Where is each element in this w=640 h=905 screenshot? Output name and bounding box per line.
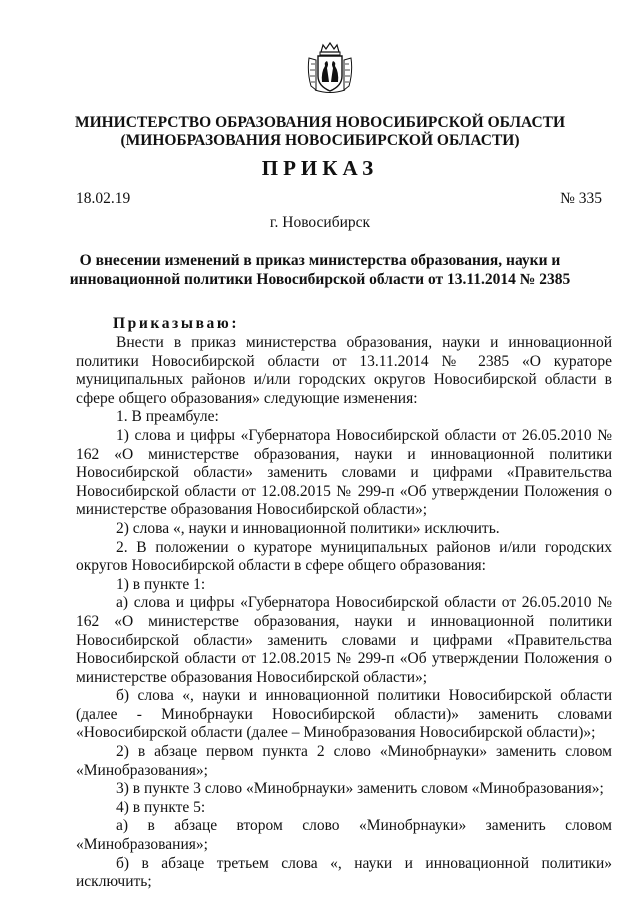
body-paragraph: 2. В положении о кураторе муниципальных районов и/или городских округов Новосибирской области в сфере общего образования: <box>76 538 612 575</box>
document-type: ПРИКАЗ <box>261 156 379 180</box>
body-paragraph: 1) слова и цифры «Губернатора Новосибирской области от 26.05.2010 № 162 «О министерстве образования, науки и инновационной политики Новосибирской области» заменить словами и цифрами «Правительства Новосибирской области от 12.08.2015 № 299-п «Об утверждении Положения о министерстве образования Новосибирской области»; <box>76 426 612 519</box>
body-paragraph: 2) в абзаце первом пункта 2 слово «Минобрнауки» заменить словом «Минобразования»; <box>76 743 612 779</box>
order-title-line1: О внесении изменений в приказ министерства образования, науки и <box>79 252 561 269</box>
ministry-name: МИНИСТЕРСТВО ОБРАЗОВАНИЯ НОВОСИБИРСКОЙ ОБЛАСТИ <box>74 114 566 131</box>
coat-of-arms-icon <box>307 42 353 94</box>
ministry-short-name: (МИНОБРАЗОВАНИЯ НОВОСИБИРСКОЙ ОБЛАСТИ) <box>120 132 520 149</box>
body-paragraph: 2) слова «, науки и инновационной политики» исключить. <box>116 519 500 537</box>
order-date: 18.02.19 <box>76 190 131 207</box>
body-paragraph: а) слова и цифры «Губернатора Новосибирской области от 26.05.2010 № 162 «О министерстве образования, науки и инновационной политики Новосибирской области» заменить словами и цифрами «Правительства Новосибирской области от 12.08.2015 № 299-п «Об утверждении Положения о министерстве образования Новосибирской области»; <box>76 594 612 686</box>
order-body <box>76 334 612 892</box>
body-paragraph: б) слова «, науки и инновационной политики Новосибирской области (далее - Минобрнауки Новосибирской области)» заменить словами «Новосибирской области (далее – Минобразования Новосибирской области)»; <box>76 687 612 742</box>
body-paragraph: 1. В преамбуле: <box>116 408 219 426</box>
order-city: г. Новосибирск <box>269 214 371 231</box>
body-paragraph: 4) в пункте 5: <box>116 798 206 816</box>
body-paragraph: 1) в пункте 1: <box>116 575 206 593</box>
body-paragraph: б) в абзаце третьем слова «, науки и инновационной политики» исключить; <box>76 854 612 891</box>
body-paragraph: 3) в пункте 3 слово «Минобрнауки» заменить словом «Минобразования»; <box>116 780 604 798</box>
order-title-line2: инновационной политики Новосибирской области от 13.11.2014 № 2385 <box>69 271 571 288</box>
order-number: № 335 <box>560 190 602 207</box>
body-paragraph: а) в абзаце втором слово «Минобрнауки» заменить словом «Минобразования»; <box>76 817 612 854</box>
body-paragraph: Внести в приказ министерства образования, науки и инновационной политики Новосибирской области от 13.11.2014 № 2385 «О кураторе муниципальных районов и/или городских округов Новосибирской области в сфере общего образования» следующие изменения: <box>76 334 612 407</box>
order-lead: Приказываю: <box>113 315 240 332</box>
